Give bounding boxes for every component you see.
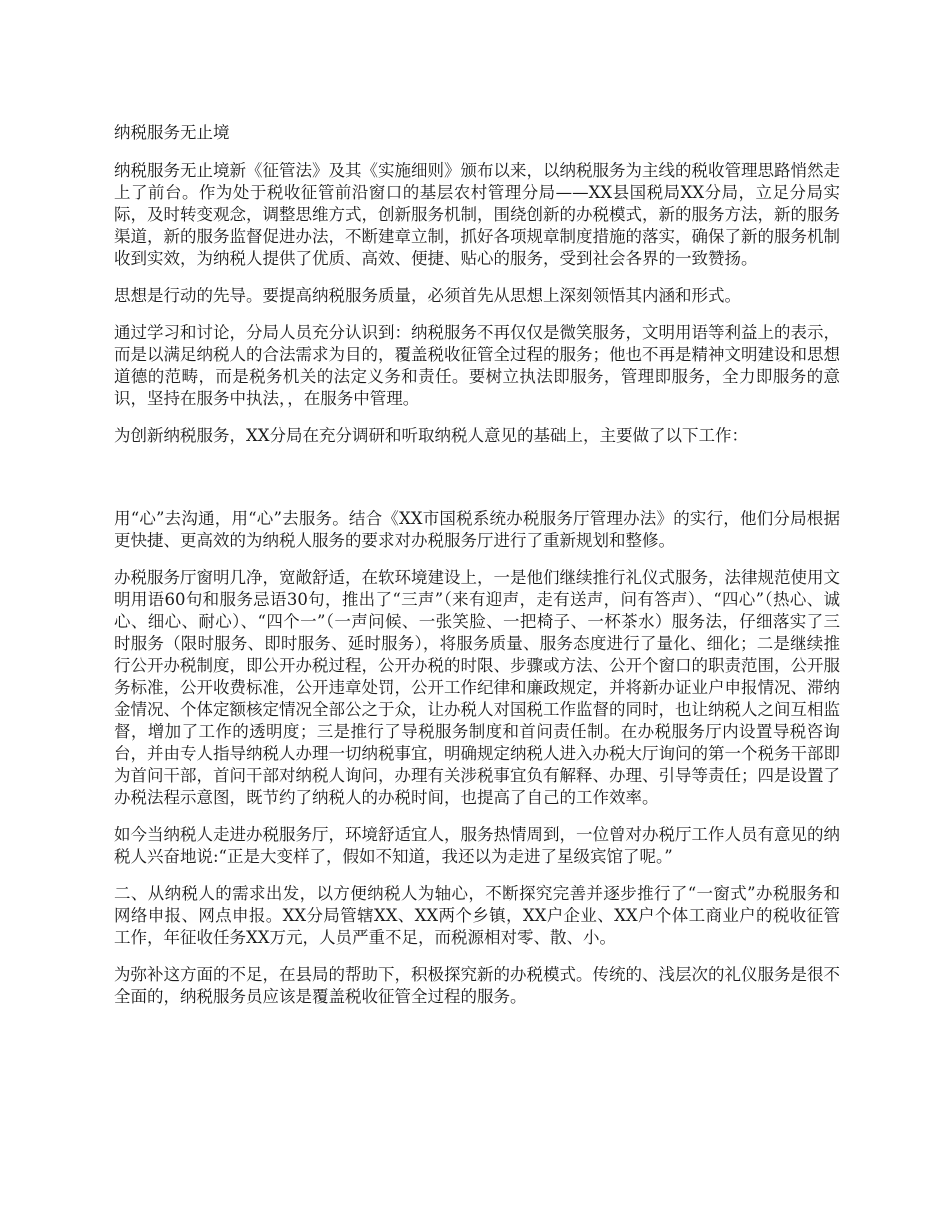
paragraph-new-mode: 为弥补这方面的不足，在县局的帮助下，积极探究新的办税模式。传统的、浅层次的礼仪服务是很不全面的，纳税服务员应该是覆盖税收征管全过程的服务。 bbox=[114, 965, 840, 1006]
paragraph-intro: 纳税服务无止境新《征管法》及其《实施细则》颁布以来，以纳税服务为主线的税收管理思路悄然走上了前台。作为处于税收征管前沿窗口的基层农村管理分局——XX县国税局XX分局，立足分局实际，及时转变观念，调整思维方式，创新服务机制，围绕创新的办税模式，新的服务方法，新的服务渠道，新的服务监督促进办法，不断建章立制，抓好各项规章制度措施的落实，确保了新的服务机制收到实效，为纳税人提供了优质、高效、便捷、贴心的服务，受到社会各界的一致赞扬。 bbox=[114, 161, 840, 268]
paragraph-one-window: 二、从纳税人的需求出发，以方便纳税人为轴心，不断探究完善并逐步推行了“一窗式”办税服务和网络申报、网点申报。XX分局管辖XX、XX两个乡镇，XX户企业、XX户个体工商业户的税收征管工作，年征收任务XX万元，人员严重不足，而税源相对零、散、小。 bbox=[114, 884, 840, 947]
paragraph-heart-service: 用“心”去沟通，用“心”去服务。结合《XX市国税系统办税服务厅管理办法》的实行，他们分局根据更快捷、更高效的为纳税人服务的要求对办税服务厅进行了重新规划和整修。 bbox=[114, 509, 840, 550]
paragraph-service-hall: 办税服务厅窗明几净，宽敞舒适，在软环境建设上，一是他们继续推行礼仪式服务，法律规范使用文明用语60句和服务忌语30句，推出了“三声”（来有迎声，走有送声，问有答声）、“四心”（热心、诚心、细心、耐心）、“四个一”（一声问候、一张笑脸、一把椅子、一杯茶水）服务法，仔细落实了三时服务（限时服务、即时服务、延时服务），将服务质量、服务态度进行了量化、细化；二是继续推行公开办税制度，即公开办税过程，公开办税的时限、步骤或方法、公开个窗口的职责范围，公开服务标准，公开收费标准，公开违章处罚，公开工作纪律和廉政规定，并将新办证业户申报情况、滞纳金情况、个体定额核定情况全部公之于众，让办税人对国税工作监督的同时，也让纳税人之间互相监督，增加了工作的透明度；三是推行了导税服务制度和首问责任制。在办税服务厅内设置导税咨询台，并由专人指导纳税人办理一切纳税事宜，明确规定纳税人进入办税大厅询问的第一个税务干部即为首问干部，首问干部对纳税人询问，办理有关涉税事宜负有解释、办理、引导等责任；四是设置了办税法程示意图，既节约了纳税人的办税时间，也提高了自己的工作效率。 bbox=[114, 568, 840, 807]
paragraph-study: 通过学习和讨论，分局人员充分认识到：纳税服务不再仅仅是微笑服务，文明用语等利益上的表示，而是以满足纳税人的合法需求为目的，覆盖税收征管全过程的服务；他也不再是精神文明建设和思想道德的范畴，而是税务机关的法定义务和责任。要树立执法即服务，管理即服务，全力即服务的意识，坚持在服务中执法，，在服务中管理。 bbox=[114, 323, 840, 408]
paragraph-thought: 思想是行动的先导。要提高纳税服务质量，必须首先从思想上深刻领悟其内涵和形式。 bbox=[114, 286, 741, 305]
document-title: 纳税服务无止境 bbox=[114, 123, 230, 142]
paragraph-innovation: 为创新纳税服务，XX分局在充分调研和听取纳税人意见的基础上，主要做了以下工作： bbox=[114, 426, 748, 445]
blank-gap bbox=[114, 462, 840, 508]
document-body bbox=[114, 122, 840, 1023]
paragraph-taxpayer-quote: 如今当纳税人走进办税服务厅，环境舒适宜人，服务热情周到，一位曾对办税厅工作人员有意见的纳税人兴奋地说:“正是大变样了，假如不知道，我还以为走进了星级宾馆了呢。” bbox=[114, 825, 840, 866]
